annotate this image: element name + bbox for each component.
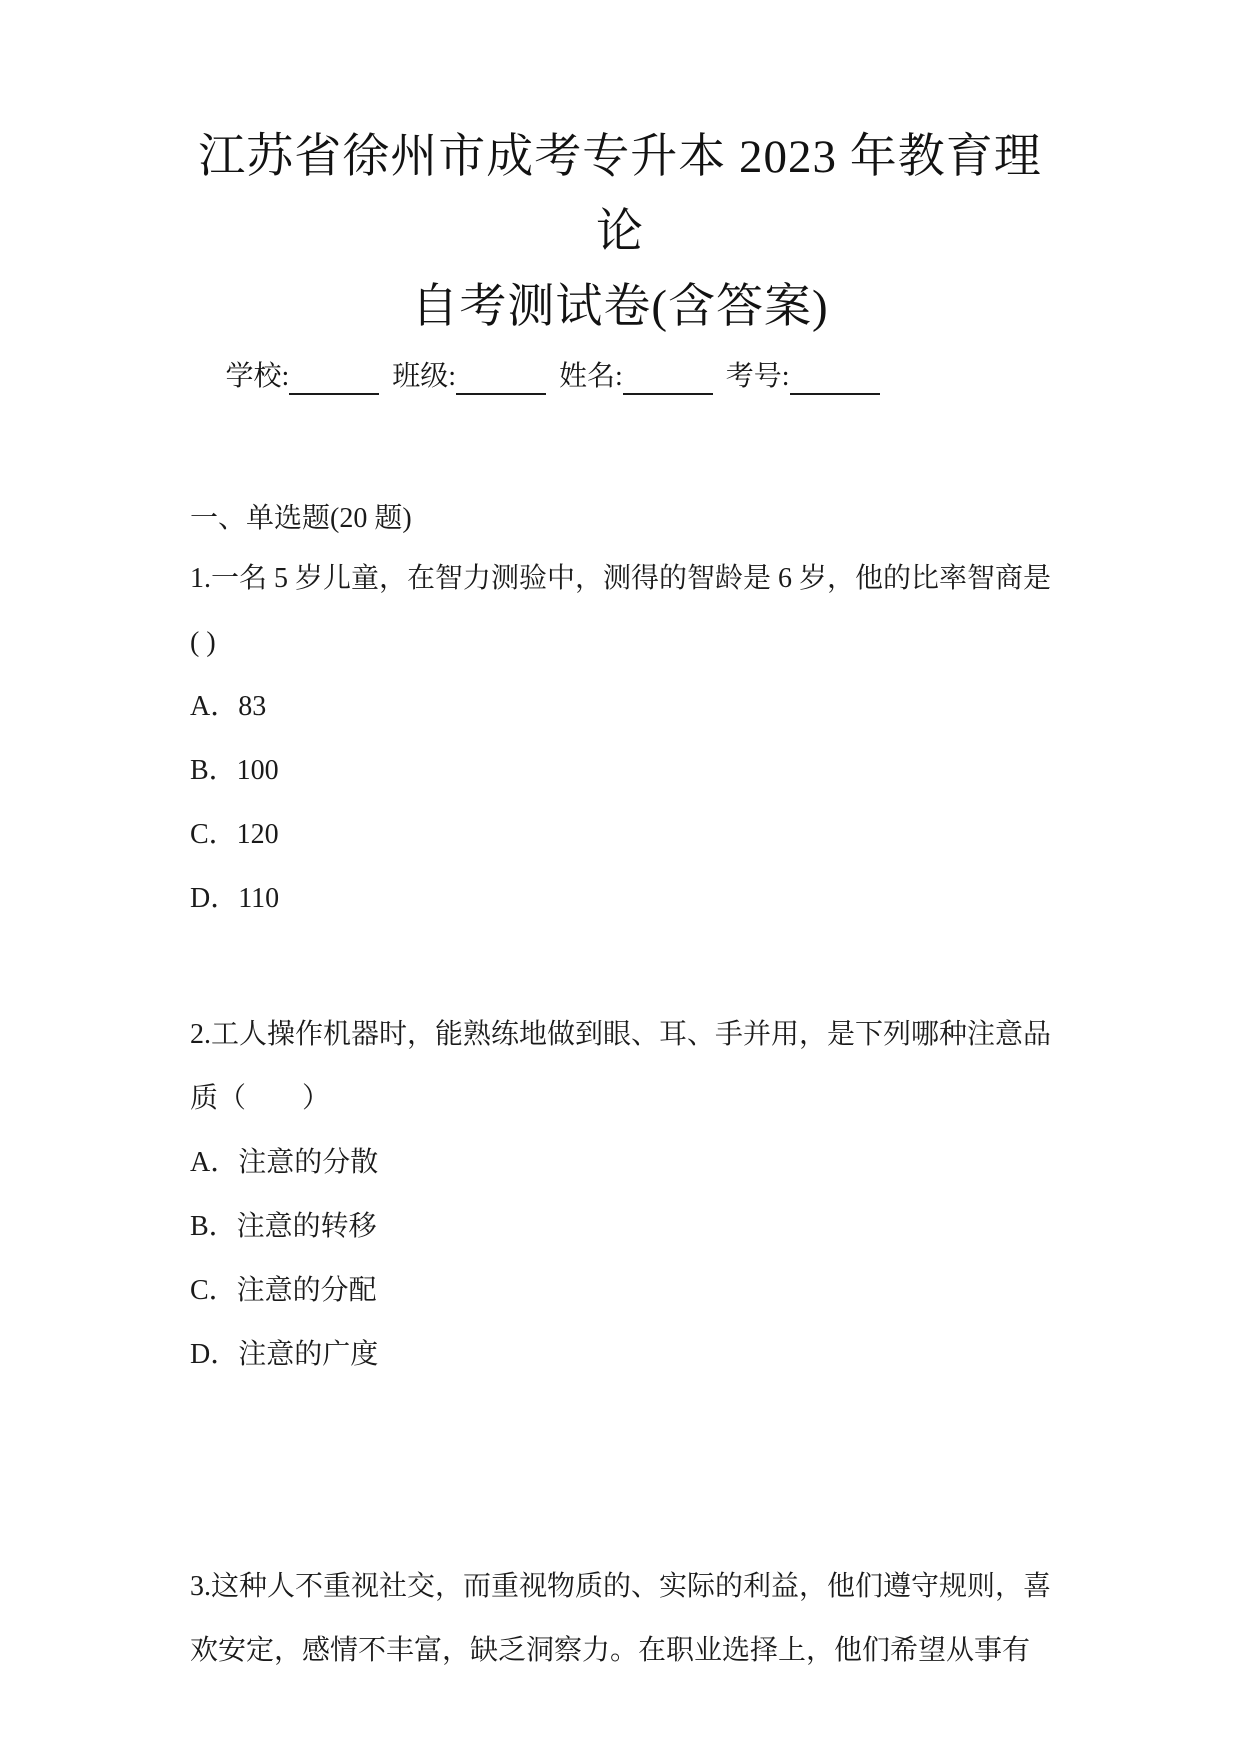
- school-label: 学校:: [225, 361, 290, 392]
- section-heading-single-choice: 一、单选题(20 题): [190, 503, 412, 534]
- exam-title-line-2: 自考测试卷(含答案): [411, 281, 829, 333]
- question-3-stem-line-2: 欢安定，感情不丰富，缺乏洞察力。在职业选择上，他们希望从事有: [190, 1635, 1031, 1666]
- question-3: [190, 1555, 1050, 1683]
- class-blank-line: [456, 365, 546, 395]
- school-blank-line: [289, 365, 379, 395]
- name-blank-line: [623, 365, 713, 395]
- student-info-row: [190, 351, 1050, 395]
- question-2-option-b: B．注意的转移: [190, 1211, 377, 1242]
- question-1-stem-line-1: 1.一名 5 岁儿童，在智力测验中，测得的智龄是 6 岁，他的比率智商是: [190, 563, 1052, 594]
- exam-number-label: 考号:: [725, 361, 790, 392]
- class-field: [392, 359, 546, 395]
- exam-number-field: [726, 359, 880, 395]
- question-2-option-d: D．注意的广度: [190, 1339, 379, 1370]
- question-2-stem-line-1: 2.工人操作机器时，能熟练地做到眼、耳、手并用，是下列哪种注意品: [190, 1019, 1052, 1050]
- exam-title-line-1: 江苏省徐州市成考专升本 2023 年教育理论: [198, 131, 1042, 258]
- class-label: 班级:: [392, 361, 456, 392]
- school-field: [225, 359, 379, 395]
- question-1-option-d: D．110: [190, 883, 280, 914]
- question-1-option-b: B．100: [190, 755, 279, 786]
- exam-number-blank-line: [790, 365, 880, 395]
- question-2-option-c: C．注意的分配: [190, 1275, 377, 1306]
- question-1: [190, 547, 1050, 931]
- question-2-option-a: A．注意的分散: [190, 1147, 379, 1178]
- question-2-stem-line-2: 质（ ）: [190, 1083, 331, 1114]
- question-1-option-a: A．83: [190, 691, 267, 722]
- question-3-stem-line-1: 3.这种人不重视社交，而重视物质的、实际的利益，他们遵守规则，喜: [190, 1571, 1052, 1602]
- question-2: [190, 1003, 1050, 1387]
- exam-title: [190, 0, 1050, 345]
- question-1-option-c: C．120: [190, 819, 279, 850]
- name-field: [559, 359, 713, 395]
- name-label: 姓名:: [559, 361, 623, 392]
- question-1-stem-line-2: ( ): [190, 627, 216, 658]
